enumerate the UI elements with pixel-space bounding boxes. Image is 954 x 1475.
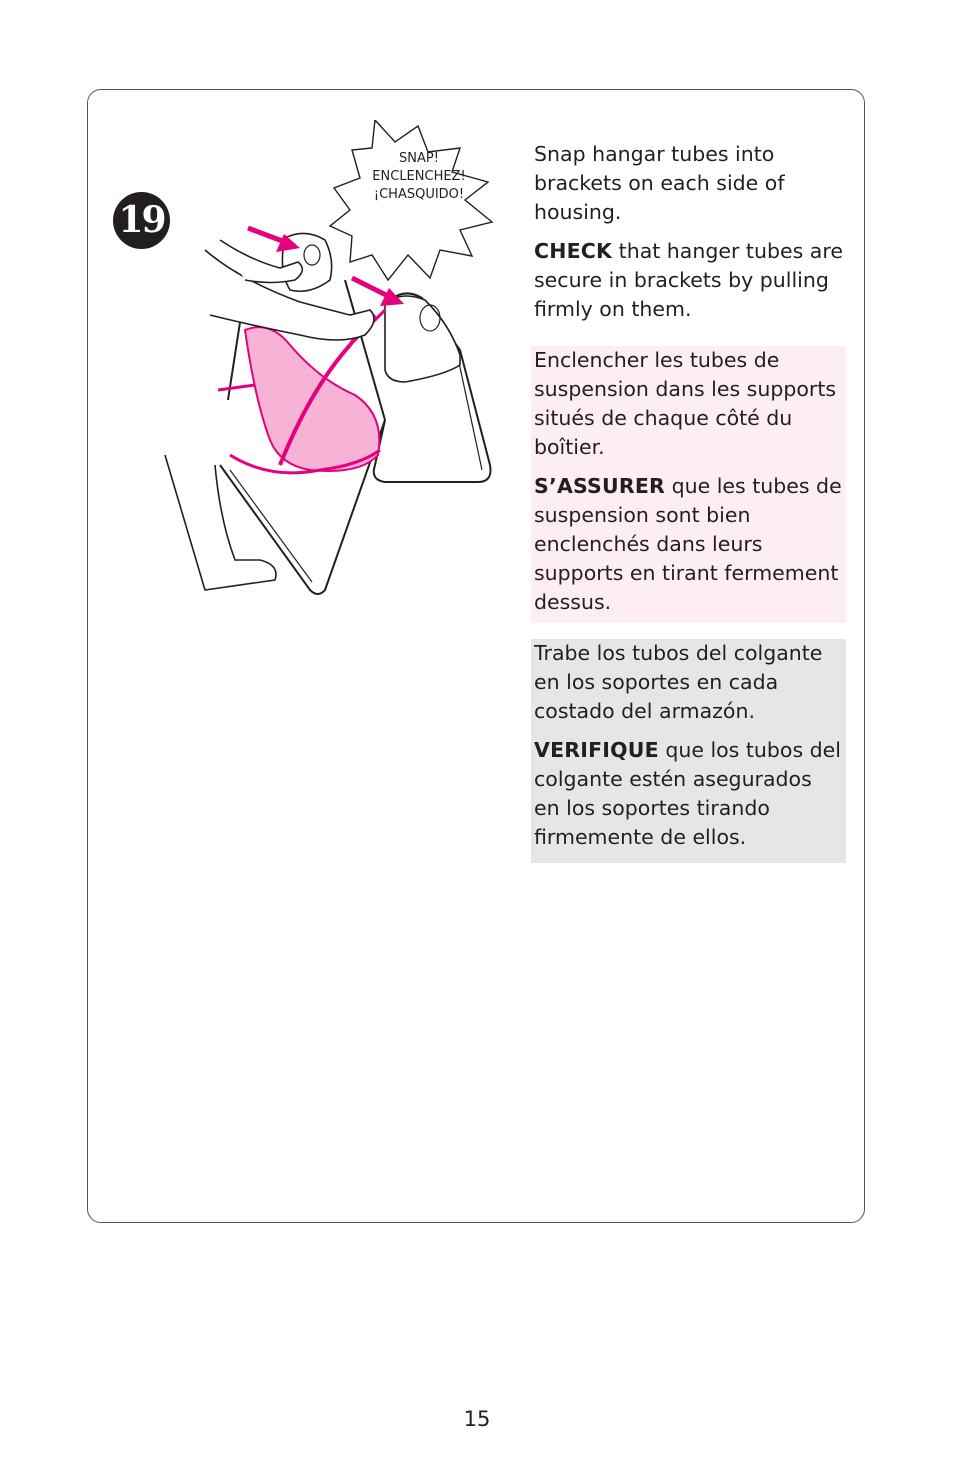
spanish-instructions	[531, 639, 846, 863]
callout-line-french: ENCLENCHEZ!	[372, 169, 466, 184]
callout-line-spanish: ¡CHASQUIDO!	[373, 187, 465, 202]
step-number-badge: 19	[113, 192, 170, 249]
spanish-keyword: VERIFIQUE	[534, 738, 659, 762]
callout-line-english: SNAP!	[399, 151, 439, 166]
french-instructions	[531, 346, 846, 623]
english-instructions	[531, 140, 846, 324]
english-check-body: that hanger tubes are secure in brackets by pulling firmly on them.	[534, 239, 843, 321]
snap-callout-text	[350, 150, 488, 204]
english-step-text: Snap hangar tubes into brackets on each side of housing.	[534, 142, 785, 224]
french-check-text	[534, 472, 843, 617]
french-keyword: S’ASSURER	[534, 474, 666, 498]
page-number: 15	[463, 1407, 491, 1431]
spanish-check-text	[534, 736, 843, 852]
pink-arrow-icon	[352, 278, 404, 306]
spanish-check-body: que los tubos del colgante estén asegurados en los soportes tirando firmemente de ellos.	[534, 738, 841, 849]
french-step-text: Enclencher les tubes de suspension dans les supports situés de chaque côté du boîtier.	[534, 348, 837, 459]
french-check-body: que les tubes de suspension sont bien enclenchés dans leurs supports en tirant fermement dessus.	[534, 474, 842, 614]
spanish-step-text: Trabe los tubos del colgante en los soportes en cada costado del armazón.	[534, 641, 823, 723]
person-leg	[165, 455, 276, 590]
english-keyword: CHECK	[534, 239, 613, 263]
english-check-text	[534, 237, 843, 324]
